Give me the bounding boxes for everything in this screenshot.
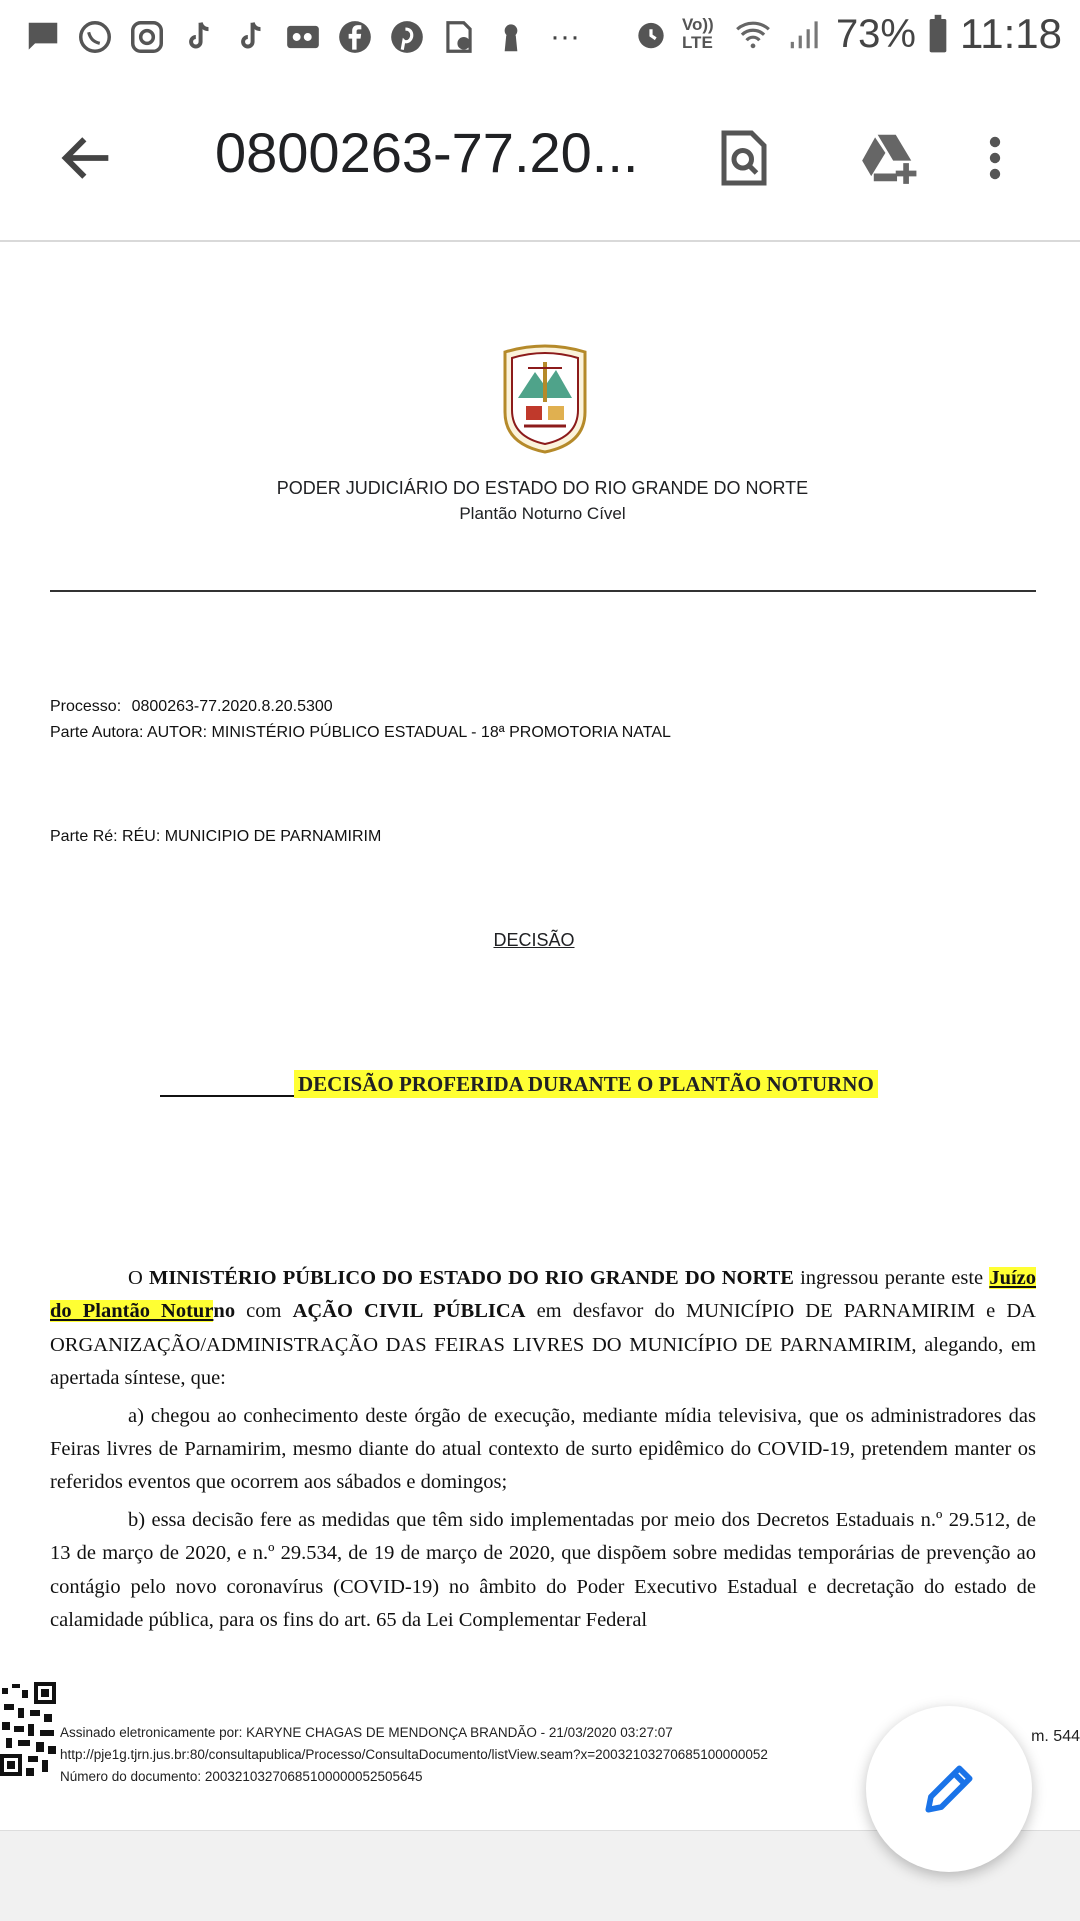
p1-court-rest: no [213, 1300, 236, 1323]
header-divider [50, 590, 1036, 592]
add-to-drive-button[interactable] [846, 116, 930, 200]
tiktok-icon [178, 16, 220, 58]
processo-line [50, 698, 333, 716]
paragraph-2: a) chegou ao conhecimento deste órgão de execução, mediante mídia televisiva, que os administradores das Feiras livres de Parnamirim, mesmo diante do atual contexto de surto epidêmico do COVID-19, pretendem manter os referidos eventos que ocorrem aos sábados e domingos; [50, 1404, 1036, 1494]
find-in-page-icon [714, 125, 774, 191]
document-url[interactable]: http://pje1g.tjrn.jus.br:80/consultapublica/Processo/ConsultaDocumento/listView.seam?x=20032103270685100000052 [60, 1747, 768, 1762]
parte-autora-value: AUTOR: MINISTÉRIO PÚBLICO ESTADUAL - 18ª PROMOTORIA NATAL [146, 724, 671, 741]
pdf-page [0, 242, 1080, 1830]
p1-action-bold: AÇÃO CIVIL PÚBLICA [292, 1300, 526, 1323]
p1-court-highlight: Juízo do Plantão Notur [50, 1267, 1037, 1323]
subheading-text: DECISÃO PROFERIDA DURANTE O PLANTÃO NOTURNO [294, 1070, 878, 1098]
court-division: Plantão Noturno Cível [459, 504, 626, 523]
more-options-button[interactable] [970, 116, 1020, 200]
p1-text-a: O [128, 1267, 149, 1289]
app-bar [0, 76, 1080, 242]
signature-info [60, 1722, 870, 1788]
processo-label: Processo: [50, 698, 122, 715]
parte-autora-label: Parte Autora: [50, 724, 144, 741]
qr-code [0, 1680, 58, 1780]
alarm-icon [630, 13, 672, 55]
document-number: Número do documento: 20032103270685100000052505645 [60, 1769, 423, 1784]
signal-icon [784, 13, 826, 55]
paragraph-3: b) essa decisão fere as medidas que têm sido implementadas por meio dos Decretos Estaduais n.º 29.512, de 13 de março de 2020, e n.º 29.534, de 19 de março de 2020, que dispõem sobre medidas temporárias de prevenção ao contágio pelo novo coronavírus (COVID-19) no âmbito do Poder Executivo Estadual e decretação do estado de calamidade pública, para os fins do art. 65 da Lei Complementar Federal [50, 1508, 1036, 1632]
edit-fab-button[interactable] [866, 1706, 1032, 1872]
facebook-icon [334, 16, 376, 58]
instagram-icon [126, 16, 168, 58]
drive-add-icon [853, 127, 923, 189]
decision-subheading [160, 1072, 878, 1097]
p1-text-c: ingressou perante este [793, 1267, 990, 1289]
paragraph-1 [50, 1262, 1036, 1396]
signed-by: Assinado eletronicamente por: KARYNE CHAGAS DE MENDONÇA BRANDÃO - 21/03/2020 03:27:07 [60, 1725, 673, 1740]
p1-party-bold: MINISTÉRIO PÚBLICO DO ESTADO DO RIO GRANDE DO NORTE [148, 1267, 794, 1289]
more-vert-icon [987, 132, 1003, 184]
document-title: 0800263-77.20... [215, 121, 639, 184]
court-name: PODER JUDICIÁRIO DO ESTADO DO RIO GRANDE DO NORTE [276, 478, 809, 498]
tiktok-icon-2 [230, 16, 272, 58]
decisao-heading: DECISÃO [493, 930, 575, 950]
arrow-left-icon [52, 126, 122, 190]
message-icon [22, 16, 64, 58]
battery-icon [926, 13, 950, 55]
search-in-document-button[interactable] [702, 116, 786, 200]
pencil-icon [918, 1758, 980, 1820]
notification-icons [22, 16, 580, 58]
clock: 11:18 [960, 10, 1062, 57]
page-identifier: m. 544 [1031, 1728, 1080, 1745]
wifi-icon [732, 13, 774, 55]
status-bar [0, 0, 1080, 76]
parte-re-value: RÉU: MUNICIPIO DE PARNAMIRIM [122, 828, 382, 845]
voicemail-icon [282, 16, 324, 58]
network-type: Vo)) LTE [681, 15, 714, 52]
document-clock-icon [438, 16, 480, 58]
p1-text-f: com [235, 1300, 293, 1323]
document-viewer[interactable] [0, 242, 1080, 1830]
parte-re-label: Parte Ré: [50, 828, 118, 845]
parte-autora-line [50, 724, 671, 742]
p1-text-h: em desfavor do MUNICÍPIO DE PARNAMIRIM e DA ORGANIZAÇÃO/ADMINISTRAÇÃO DAS FEIRAS LIVRES DO MUNICÍPIO DE PARNAMIRIM, alegando, em apertada síntese, que: [50, 1300, 1036, 1390]
back-button[interactable] [52, 126, 122, 190]
more-notifications: ··· [550, 20, 580, 53]
decision-body [50, 1262, 1036, 1637]
pinterest-icon [386, 16, 428, 58]
parte-re-line [50, 828, 381, 846]
keyhole-icon [490, 16, 532, 58]
system-status [630, 10, 1062, 58]
battery-percent: 73% [835, 11, 916, 56]
court-seal-logo [500, 342, 590, 454]
whatsapp-icon [74, 16, 116, 58]
processo-value: 0800263-77.2020.8.20.5300 [131, 698, 333, 715]
subheading-underline [160, 1095, 294, 1097]
